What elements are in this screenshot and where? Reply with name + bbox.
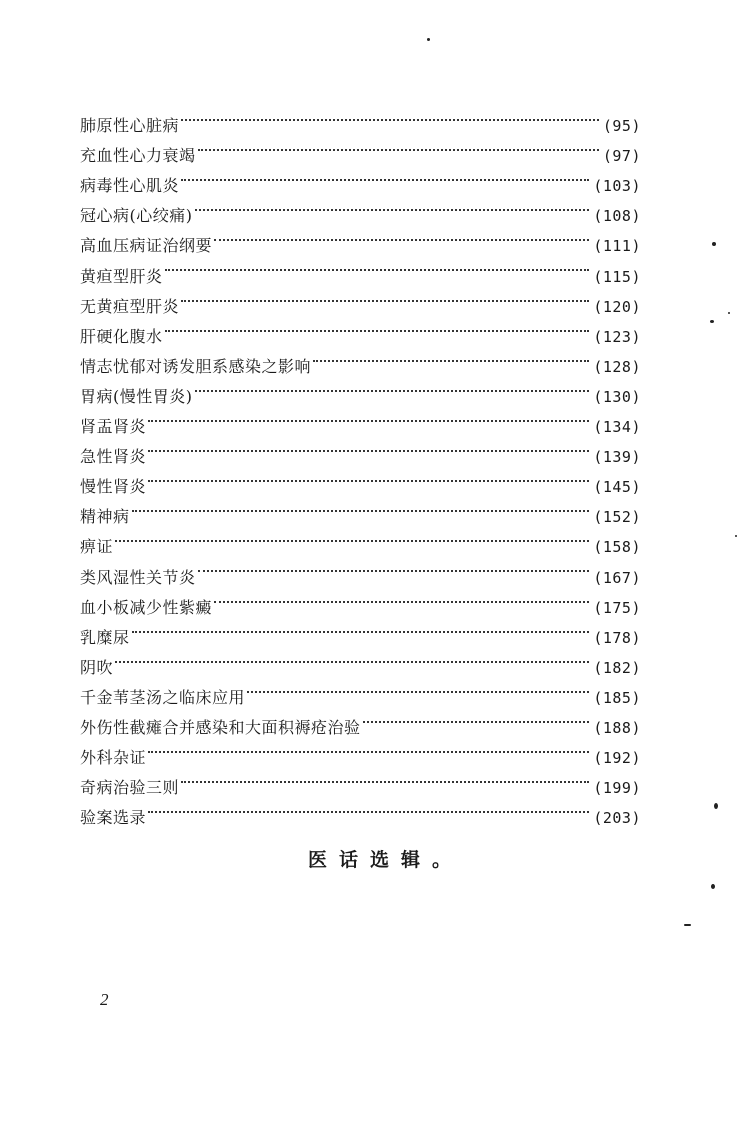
toc-entry-title: 外伤性截瘫合并感染和大面积褥疮治验	[80, 717, 361, 737]
toc-leader-dots	[132, 613, 590, 643]
toc-leader-dots	[148, 462, 589, 492]
toc-entry-title: 病毒性心肌炎	[80, 176, 180, 196]
toc-leader-dots	[165, 312, 590, 342]
toc-leader-dots	[195, 372, 590, 402]
table-of-contents	[80, 101, 641, 828]
toc-entry-page: (120)	[593, 297, 641, 316]
toc-leader-dots	[132, 492, 590, 522]
toc-entry[interactable]	[80, 673, 641, 707]
section-heading: 医话选辑。	[307, 849, 463, 871]
toc-entry-title: 冠心病(心绞痛)	[80, 206, 193, 226]
toc-entry[interactable]	[80, 342, 641, 376]
toc-entry-page: (123)	[593, 327, 641, 346]
toc-entry-page: (111)	[593, 237, 641, 256]
toc-entry[interactable]	[80, 763, 641, 798]
toc-entry[interactable]	[80, 402, 641, 437]
toc-leader-dots	[165, 251, 590, 281]
toc-entry-page: (182)	[593, 658, 641, 677]
toc-entry-page: (145)	[593, 478, 641, 497]
toc-entry[interactable]	[80, 492, 641, 527]
toc-entry-page: (128)	[593, 357, 641, 376]
toc-leader-dots	[148, 402, 589, 432]
toc-entry[interactable]	[80, 251, 641, 286]
toc-leader-dots	[181, 101, 599, 131]
toc-leader-dots	[148, 793, 589, 823]
toc-entry[interactable]	[80, 733, 641, 768]
toc-entry-title: 千金苇茎汤之临床应用	[80, 687, 246, 707]
toc-leader-dots	[313, 342, 589, 372]
toc-leader-dots	[148, 733, 589, 763]
toc-leader-dots	[115, 643, 589, 673]
toc-entry-title: 痹证	[80, 537, 114, 557]
toc-entry-page: (139)	[593, 448, 641, 467]
toc-entry[interactable]	[80, 552, 641, 587]
toc-entry-page: (188)	[593, 718, 641, 737]
toc-entry-title: 慢性肾炎	[80, 477, 147, 497]
toc-entry-title: 肝硬化腹水	[80, 326, 163, 346]
toc-entry-page: (199)	[593, 779, 641, 798]
toc-entry-page: (175)	[593, 598, 641, 617]
toc-entry-title: 精神病	[80, 507, 130, 527]
scan-speck	[728, 312, 730, 314]
scan-speck	[711, 884, 715, 889]
toc-leader-dots	[247, 673, 589, 703]
toc-leader-dots	[181, 763, 589, 793]
toc-entry[interactable]	[80, 613, 641, 647]
toc-entry-title: 充血性心力衰竭	[80, 146, 196, 166]
toc-leader-dots	[214, 221, 589, 251]
toc-entry-page: (203)	[593, 809, 641, 828]
toc-entry-title: 血小板减少性紫癜	[80, 597, 213, 617]
toc-entry-title: 胃病(慢性胃炎)	[80, 386, 193, 406]
toc-entry[interactable]	[80, 793, 641, 828]
toc-leader-dots	[198, 131, 599, 161]
toc-entry[interactable]	[80, 101, 641, 136]
toc-entry-page: (152)	[593, 508, 641, 527]
toc-entry-title: 奇病治验三则	[80, 778, 180, 798]
toc-entry-page: (115)	[593, 267, 641, 286]
toc-leader-dots	[195, 191, 590, 221]
toc-entry-title: 验案选录	[80, 808, 147, 828]
scan-speck	[714, 803, 718, 809]
toc-entry-page: (167)	[593, 568, 641, 587]
toc-entry-title: 肺原性心脏病	[80, 116, 180, 136]
toc-entry-page: (130)	[593, 387, 641, 406]
toc-leader-dots	[214, 583, 589, 613]
toc-leader-dots	[181, 282, 589, 312]
toc-entry-title: 类风湿性关节炎	[80, 567, 196, 587]
toc-leader-dots	[115, 522, 589, 552]
toc-leader-dots	[363, 703, 590, 733]
toc-entry-page: (158)	[593, 538, 641, 557]
toc-entry-title: 乳糜尿	[80, 627, 130, 647]
toc-entry[interactable]	[80, 282, 641, 316]
toc-entry-title: 急性肾炎	[80, 447, 147, 467]
toc-leader-dots	[181, 161, 589, 191]
toc-entry[interactable]	[80, 462, 641, 497]
toc-entry-page: (108)	[593, 207, 641, 226]
toc-entry-title: 肾盂肾炎	[80, 417, 147, 437]
toc-entry-page: (103)	[593, 177, 641, 196]
toc-entry-title: 情志忧郁对诱发胆系感染之影响	[80, 356, 312, 376]
scan-speck	[684, 924, 691, 926]
toc-entry-title: 黄疸型肝炎	[80, 266, 163, 286]
toc-entry-title: 阴吹	[80, 657, 114, 677]
toc-entry[interactable]	[80, 643, 641, 677]
scan-speck	[427, 38, 430, 41]
toc-entry-title: 无黄疸型肝炎	[80, 296, 180, 316]
scan-speck	[712, 242, 716, 246]
toc-entry[interactable]	[80, 522, 641, 557]
toc-entry-title: 外科杂证	[80, 748, 147, 768]
toc-entry-page: (185)	[593, 688, 641, 707]
toc-entry[interactable]	[80, 312, 641, 346]
toc-entry[interactable]	[80, 432, 641, 467]
toc-entry-page: (192)	[593, 749, 641, 768]
toc-entry-page: (95)	[602, 117, 641, 136]
toc-entry-title: 高血压病证治纲要	[80, 236, 213, 256]
toc-entry-page: (97)	[602, 147, 641, 166]
toc-leader-dots	[148, 432, 589, 462]
toc-entry-page: (134)	[593, 418, 641, 437]
toc-leader-dots	[198, 552, 590, 582]
scan-speck	[710, 320, 714, 323]
page-number: 2	[100, 990, 109, 1009]
scan-speck	[735, 535, 737, 537]
toc-entry-page: (178)	[593, 628, 641, 647]
